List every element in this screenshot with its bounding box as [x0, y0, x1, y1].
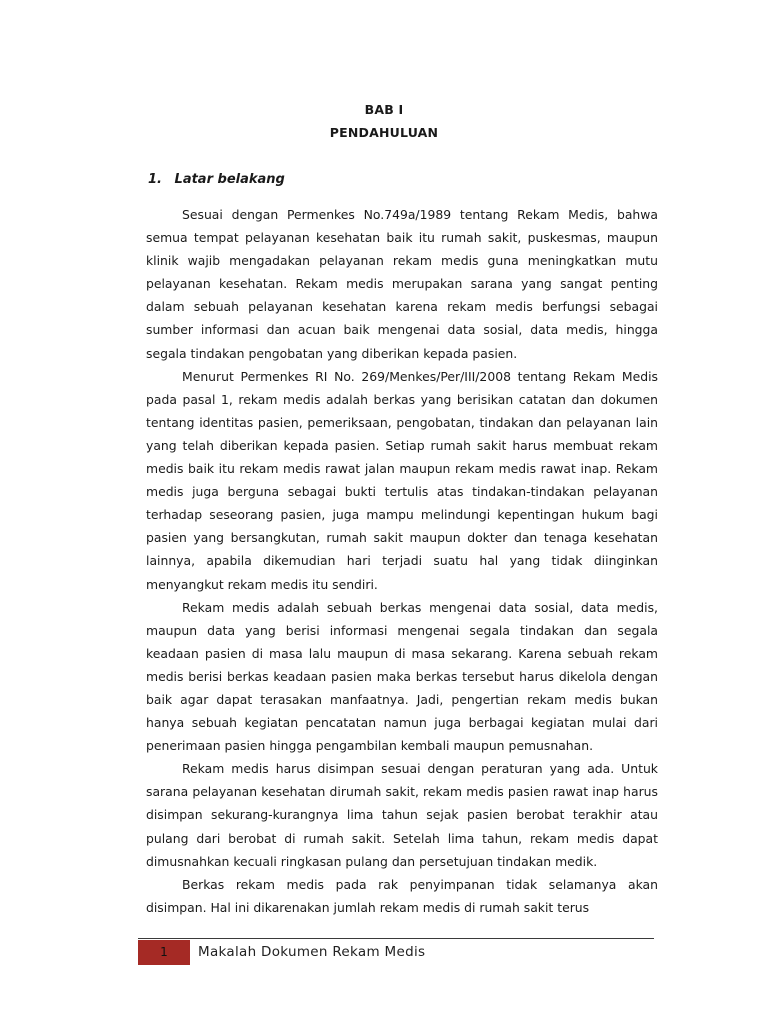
page-footer — [138, 938, 654, 966]
chapter-title: PENDAHULUAN — [329, 125, 439, 140]
paragraph: Menurut Permenkes RI No. 269/Menkes/Per/III/2008 tentang Rekam Medis pada pasal 1, rekam medis adalah berkas yang berisikan catatan dan dokumen tentang identitas pasien, pemeriksaan, pengobatan, tindakan dan pelayanan lain yang telah diberikan kepada pasien. Setiap rumah sakit harus membuat rekam medis baik itu rekam medis rawat jalan maupun rekam medis rawat inap. Rekam medis juga berguna sebagai bukti tertulis atas tindakan-tindakan pelayanan terhadap seseorang pasien, juga mampu melindungi kepentingan hukum bagi pasien yang bersangkutan, rumah sakit maupun dokter dan tenaga kesehatan lainnya, apabila dikemudian hari terjadi suatu hal yang tidak diinginkan menyangkut rekam medis itu sendiri. — [146, 368, 658, 592]
section-heading — [148, 172, 285, 187]
paragraph: Rekam medis harus disimpan sesuai dengan peraturan yang ada. Untuk sarana pelayanan kesehatan dirumah sakit, rekam medis pasien rawat inap harus disimpan sekurang-kurangnya lima tahun sejak pasien berobat terakhir atau pulang dari berobat di rumah sakit. Setelah lima tahun, rekam medis dapat dimusnahkan kecuali ringkasan pulang dan persetujuan tindakan medik. — [146, 761, 658, 869]
body-text — [146, 203, 658, 919]
paragraph: Berkas rekam medis pada rak penyimpanan tidak selamanya akan disimpan. Hal ini dikarenakan jumlah rekam medis di rumah sakit terus — [146, 876, 658, 915]
paragraph: Sesuai dengan Permenkes No.749a/1989 tentang Rekam Medis, bahwa semua tempat pelayanan kesehatan baik itu rumah sakit, puskesmas, maupun klinik wajib mengadakan pelayanan rekam medis guna meningkatkan mutu pelayanan kesehatan. Rekam medis merupakan sarana yang sangat penting dalam sebuah pelayanan kesehatan karena rekam medis berfungsi sebagai sumber informasi dan acuan baik mengenai data sosial, data medis, hingga segala tindakan pengobatan yang diberikan kepada pasien. — [146, 207, 658, 361]
paragraph: Rekam medis adalah sebuah berkas mengenai data sosial, data medis, maupun data yang berisi informasi mengenai segala tindakan dan segala keadaan pasien di masa lalu maupun di masa sekarang. Karena sebuah rekam medis berisi berkas keadaan pasien maka berkas tersebut harus dikelola dengan baik agar dapat terasakan manfaatnya. Jadi, pengertian rekam medis bukan hanya sebuah kegiatan pencatatan namun juga berbagai kegiatan mulai dari penerimaan pasien hingga pengambilan kembali maupun pemusnahan. — [146, 599, 658, 754]
section-number: 1. — [148, 172, 162, 187]
chapter-label: BAB I — [364, 102, 404, 117]
footer-divider — [138, 938, 654, 939]
page-number-badge: 1 — [138, 940, 190, 965]
section-title: Latar belakang — [174, 172, 285, 187]
footer-title: Makalah Dokumen Rekam Medis — [198, 944, 426, 960]
